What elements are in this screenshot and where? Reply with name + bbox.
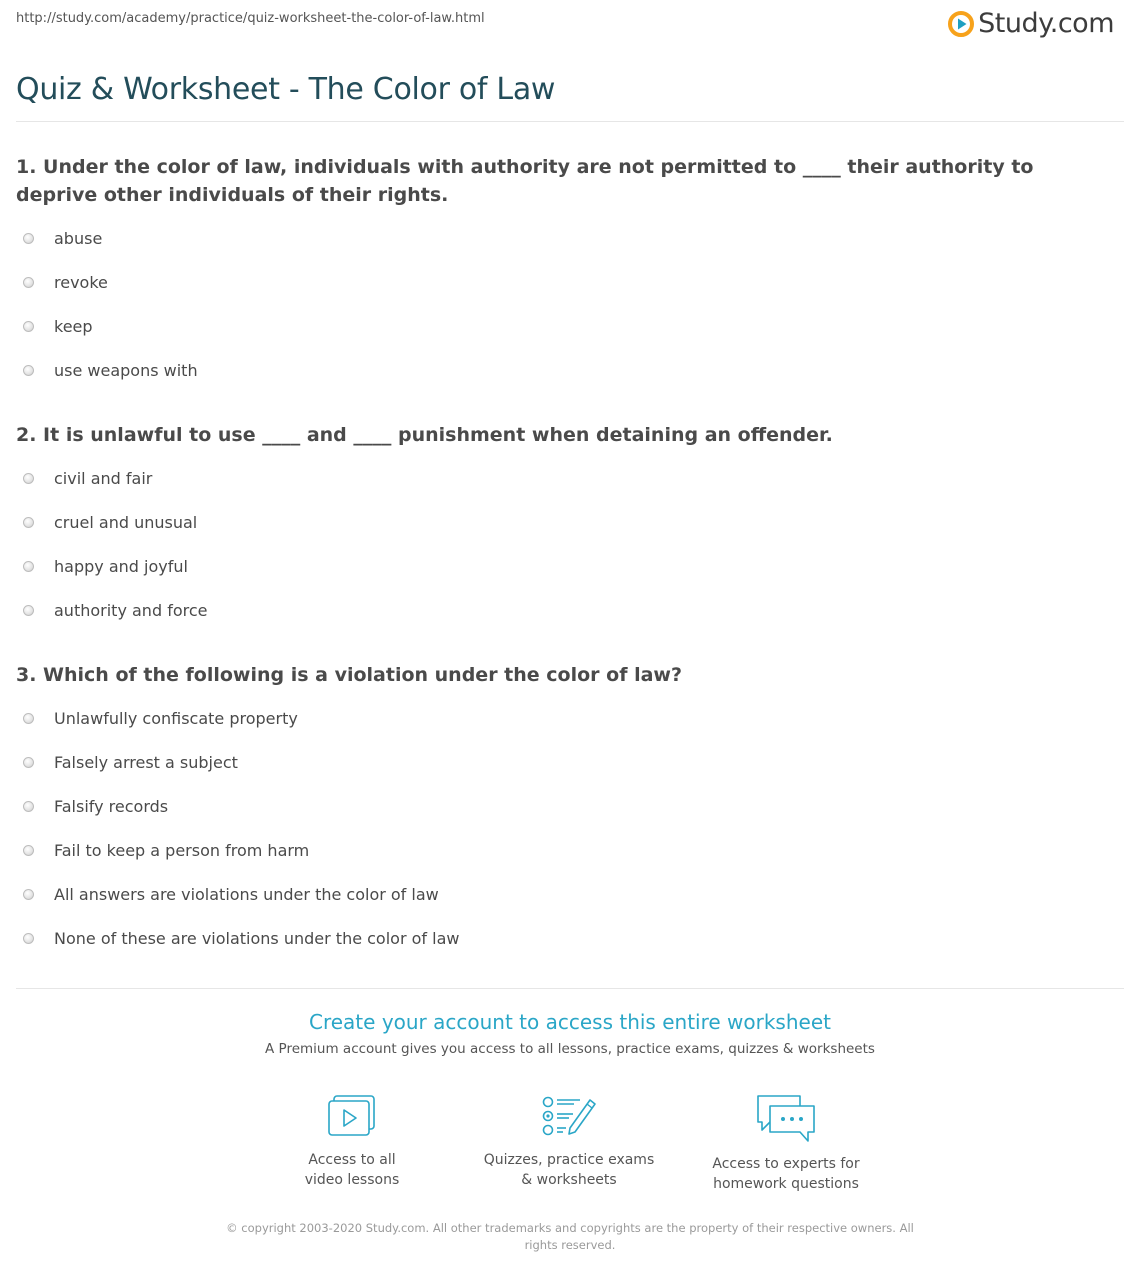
radio-button[interactable] [23, 561, 34, 572]
radio-button[interactable] [23, 473, 34, 484]
page-title: Quiz & Worksheet - The Color of Law [16, 72, 556, 107]
radio-button[interactable] [23, 321, 34, 332]
question-text: 2. It is unlawful to use ____ and ____ punishment when detaining an offender. [16, 424, 833, 446]
answer-option[interactable] [16, 456, 1116, 500]
answer-option[interactable] [16, 216, 1116, 260]
answer-label: All answers are violations under the color of law [54, 884, 439, 904]
answer-label: civil and fair [54, 468, 153, 488]
page-url: http://study.com/academy/practice/quiz-worksheet-the-color-of-law.html [16, 11, 485, 26]
answer-options [16, 456, 1116, 632]
answer-label: cruel and unusual [54, 512, 198, 532]
radio-button[interactable] [23, 233, 34, 244]
radio-button[interactable] [23, 277, 34, 288]
answer-option[interactable] [16, 304, 1116, 348]
radio-button[interactable] [23, 713, 34, 724]
question-2 [16, 421, 1116, 632]
feature-quizzes [469, 1092, 669, 1190]
radio-button[interactable] [23, 801, 34, 812]
radio-button[interactable] [23, 845, 34, 856]
answer-options [16, 696, 1116, 960]
question-text: 3. Which of the following is a violation under the color of law? [16, 664, 682, 686]
feature-experts [686, 1092, 886, 1194]
answer-label: None of these are violations under the color of law [54, 928, 460, 948]
answer-label: use weapons with [54, 360, 198, 380]
answer-label: Falsely arrest a subject [54, 752, 238, 772]
feature-label: Access to experts for homework questions [712, 1156, 860, 1192]
answer-label: revoke [54, 272, 108, 292]
answer-option[interactable] [16, 588, 1116, 632]
radio-button[interactable] [23, 889, 34, 900]
answer-option[interactable] [16, 872, 1116, 916]
radio-button[interactable] [23, 605, 34, 616]
feature-video-lessons [252, 1092, 452, 1190]
video-lessons-icon [325, 1092, 379, 1140]
answer-label: happy and joyful [54, 556, 188, 576]
answer-option[interactable] [16, 916, 1116, 960]
radio-button[interactable] [23, 757, 34, 768]
answer-label: Falsify records [54, 796, 169, 816]
logo-text: Study.com [978, 8, 1114, 39]
radio-button[interactable] [23, 365, 34, 376]
answer-option[interactable] [16, 696, 1116, 740]
answer-option[interactable] [16, 784, 1116, 828]
feature-label: Quizzes, practice exams & worksheets [483, 1152, 655, 1188]
study-logo[interactable] [948, 8, 1114, 39]
answer-label: Fail to keep a person from harm [54, 840, 310, 860]
question-text: 1. Under the color of law, individuals with authority are not permitted to ____ their authority to deprive other individuals of their rights. [16, 156, 1034, 206]
title-divider [16, 121, 1124, 122]
answer-option[interactable] [16, 544, 1116, 588]
chat-bubbles-icon [754, 1092, 818, 1144]
question-1 [16, 153, 1116, 392]
feature-label: Access to all video lessons [304, 1152, 400, 1188]
answer-options [16, 216, 1116, 392]
answer-label: authority and force [54, 600, 208, 620]
quiz-checklist-icon [540, 1092, 598, 1140]
answer-label: Unlawfully confiscate property [54, 708, 298, 728]
answer-option[interactable] [16, 740, 1116, 784]
answer-option[interactable] [16, 348, 1116, 392]
answer-option[interactable] [16, 828, 1116, 872]
study-logo-icon [948, 11, 974, 37]
radio-button[interactable] [23, 517, 34, 528]
answer-option[interactable] [16, 500, 1116, 544]
create-account-link[interactable]: Create your account to access this entire worksheet [309, 1010, 831, 1034]
cta-divider [16, 988, 1124, 989]
radio-button[interactable] [23, 933, 34, 944]
answer-label: abuse [54, 228, 103, 248]
question-3 [16, 661, 1116, 960]
copyright-notice: © copyright 2003-2020 Study.com. All other trademarks and copyrights are the property of their respective owners. All rights reserved. [226, 1221, 914, 1252]
cta-subtitle: A Premium account gives you access to all lessons, practice exams, quizzes & worksheets [265, 1041, 875, 1057]
answer-option[interactable] [16, 260, 1116, 304]
answer-label: keep [54, 316, 93, 336]
